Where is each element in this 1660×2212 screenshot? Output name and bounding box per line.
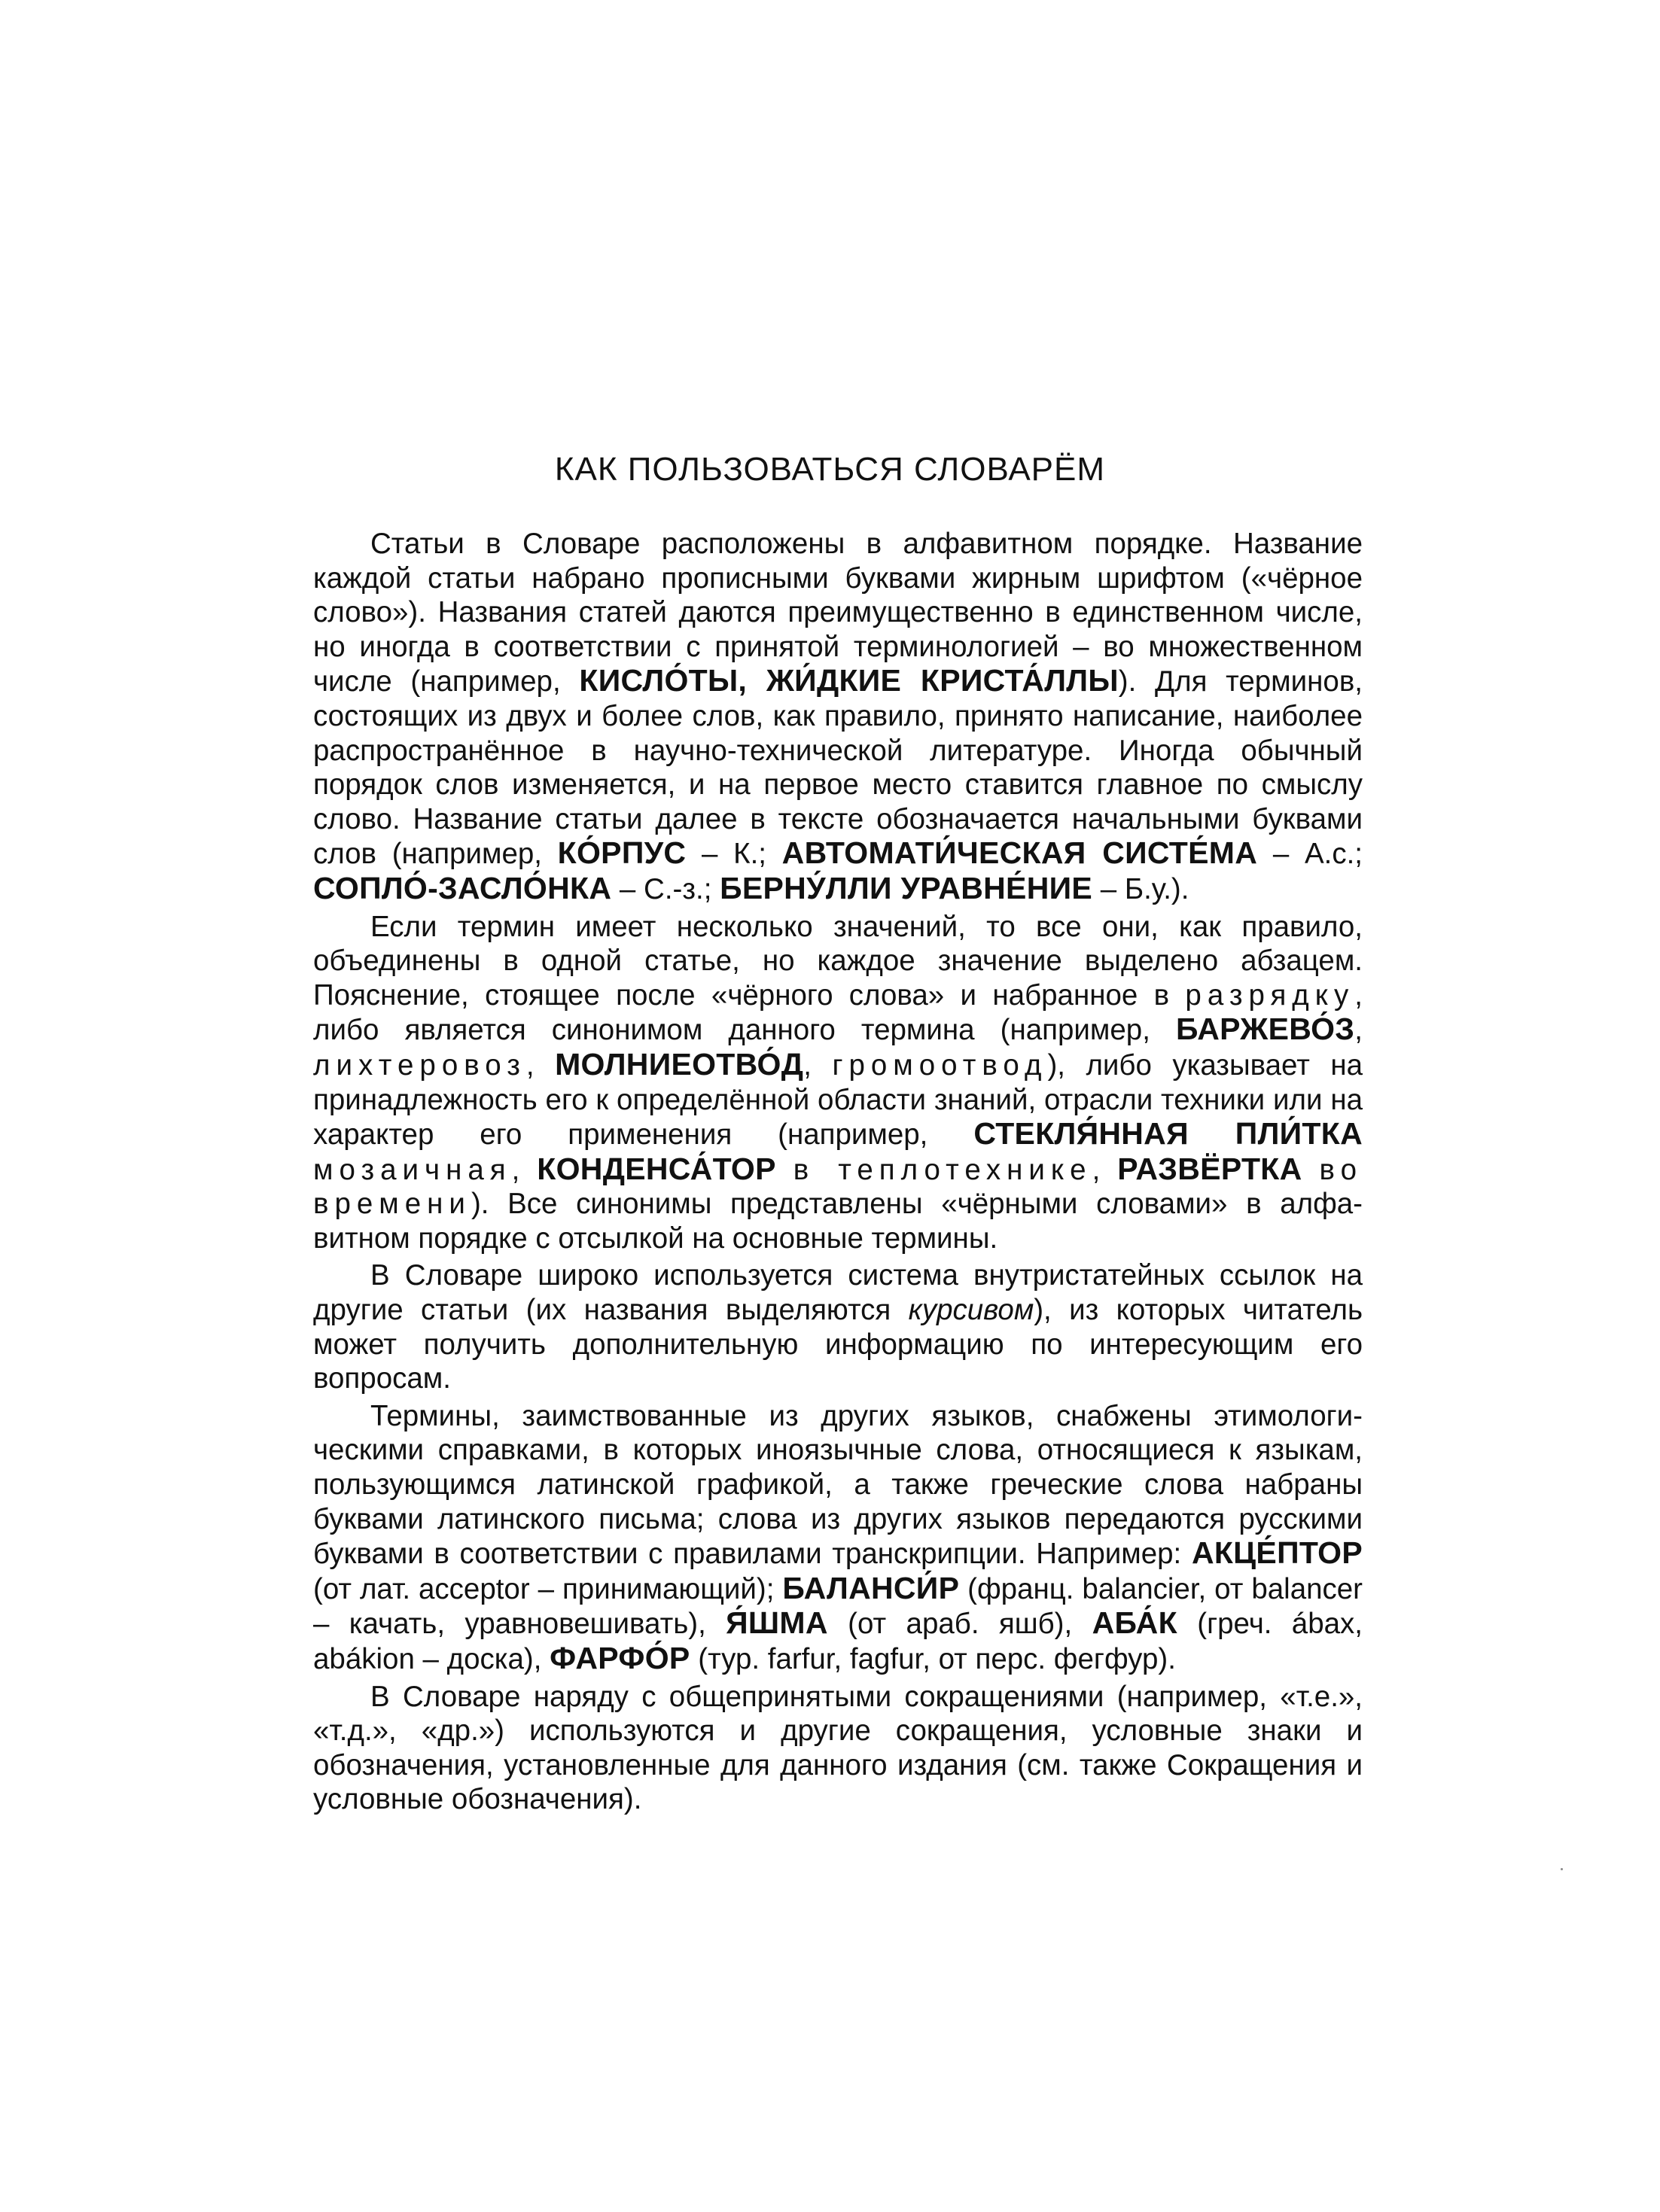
- text-run: [776, 1154, 793, 1186]
- text-run: (от лат. acceptor – принимающий);: [313, 1572, 783, 1605]
- entry-term: БАРЖЕВО́З: [1176, 1012, 1355, 1047]
- text-run: ), из которых читатель может получить дополнительную информацию по интересующим его вопросам.: [313, 1294, 1363, 1395]
- paragraph-1: [313, 527, 1363, 907]
- text-run: В Словаре наряду с общепринятыми сокращениями (например, «т.е.», «т.д.», «др.») используются и другие сокращения, условные знаки и обозначения, установленные для данного издания (см. также Сокращения и условные обозначения).: [313, 1680, 1363, 1816]
- text-run: ). Все синонимы представлены «чёрными словами» в алфавитном порядке с отсылкой на основные термины.: [313, 1188, 1363, 1255]
- entry-term: Я́ШМА: [726, 1605, 828, 1641]
- text-run: (от араб. яшб),: [827, 1608, 1092, 1641]
- entry-term: СТЕКЛЯ́ННАЯ ПЛИ́ТКА: [973, 1116, 1363, 1152]
- entry-term: КИСЛО́ТЫ, ЖИ́ДКИЕ КРИСТА́ЛЛЫ: [579, 663, 1119, 698]
- italic-text: курсивом: [908, 1294, 1034, 1327]
- entry-term: АКЦЕ́ПТОР: [1191, 1535, 1363, 1571]
- spaced-text: во времени: [313, 1153, 1363, 1221]
- text-run: – С.-з.;: [611, 872, 720, 905]
- text-run: ,: [511, 1153, 538, 1186]
- spaced-text: лихтеровоз: [313, 1048, 526, 1082]
- entry-term: КО́РПУС: [557, 835, 687, 871]
- text-run: Термины, заимствованные из других языков, снабжены этимологическими справками, в которых иноязычные слова, относящиеся к языкам, пользующимся латинской графикой, а также греческие слова набраны буквами латинского письма; слова из других языков передаются русскими буквами в соответствии с правилами транскрипции. Например:: [313, 1399, 1363, 1571]
- text-run: – А.с.;: [1257, 838, 1363, 871]
- text-run: – К.;: [686, 838, 782, 871]
- entry-term: ФАРФО́Р: [550, 1641, 690, 1675]
- paragraph-2: [313, 910, 1363, 1256]
- paragraph-5: [313, 1680, 1363, 1817]
- text-run: В Словаре широко используется система внутристатейных ссылок на другие статьи (их названия выделяются: [313, 1259, 1363, 1327]
- spaced-text: в теплотехнике: [793, 1153, 1092, 1186]
- text-run: ,: [1354, 1014, 1363, 1047]
- spaced-text: разрядку: [1185, 978, 1355, 1012]
- entry-term: БЕРНУ́ЛЛИ УРАВНЕ́НИЕ: [720, 870, 1093, 905]
- page-title: КАК ПОЛЬЗОВАТЬСЯ СЛОВАРЁМ: [554, 451, 1106, 488]
- text-run: Статьи в Словаре расположены в алфавитном порядке. Название каждой статьи набрано прописными буквами жирным шрифтом («чёрное слово»). Названия статей даются преимущественно в единственном числе, но иногда в соответствии с принятой терминологией – во множественном числе (например,: [313, 528, 1363, 698]
- text-run: Если термин имеет несколько значений, то все они, как правило, объединены в одной статье, но каждое значение выделено абзацем. Пояснение, стоящее после «чёрного слова» и набранное в: [313, 910, 1363, 1012]
- text-run: (тур. farfur, fagfur, от перс. фегфур).: [690, 1643, 1176, 1675]
- body-text: [313, 527, 1363, 1817]
- entry-term: БАЛАНСИ́Р: [782, 1570, 960, 1605]
- scan-speck: [1561, 1868, 1563, 1870]
- entry-term: АВТОМАТИ́ЧЕСКАЯ СИСТЕ́МА: [781, 835, 1258, 871]
- text-run: ,: [525, 1048, 556, 1082]
- paragraph-3: [313, 1258, 1363, 1395]
- entry-term: РАЗВЁРТКА: [1117, 1151, 1302, 1186]
- text-run: , либо является синонимом данного термина (например,: [313, 978, 1363, 1047]
- text-run: ,: [803, 1048, 833, 1082]
- text-run: [1302, 1154, 1320, 1186]
- spaced-text: громоотвод: [832, 1048, 1048, 1082]
- text-run: ), либо указывает на принадлежность его к определённой области знаний, отрасли техники или на характер его применения (например,: [313, 1048, 1363, 1152]
- entry-term: СОПЛО́-ЗАСЛО́НКА: [313, 870, 612, 905]
- entry-term: МОЛНИЕОТВО́Д: [555, 1046, 804, 1082]
- text-run: – Б.у.).: [1092, 872, 1189, 905]
- text-run: (франц. balancier, от balancer – качать, уравновешивать),: [313, 1572, 1363, 1641]
- text-run: ,: [1092, 1153, 1118, 1186]
- text-run: ). Для терминов, состоящих из двух и более слов, как правило, принято написание, наиболее распространённое в научно-технической литературе. Иногда обычный порядок слов изменяется, и на первое место ставится главное по смыслу слово. Название статьи далее в тексте обозначается начальными буквами слов (например,: [313, 665, 1363, 871]
- entry-term: АБА́К: [1092, 1605, 1177, 1641]
- spaced-text: мозаичная: [313, 1153, 512, 1186]
- text-run: (греч. ábax, abákion – доска),: [313, 1608, 1363, 1675]
- entry-term: КОНДЕНСА́ТОР: [537, 1151, 776, 1186]
- paragraph-4: [313, 1399, 1363, 1677]
